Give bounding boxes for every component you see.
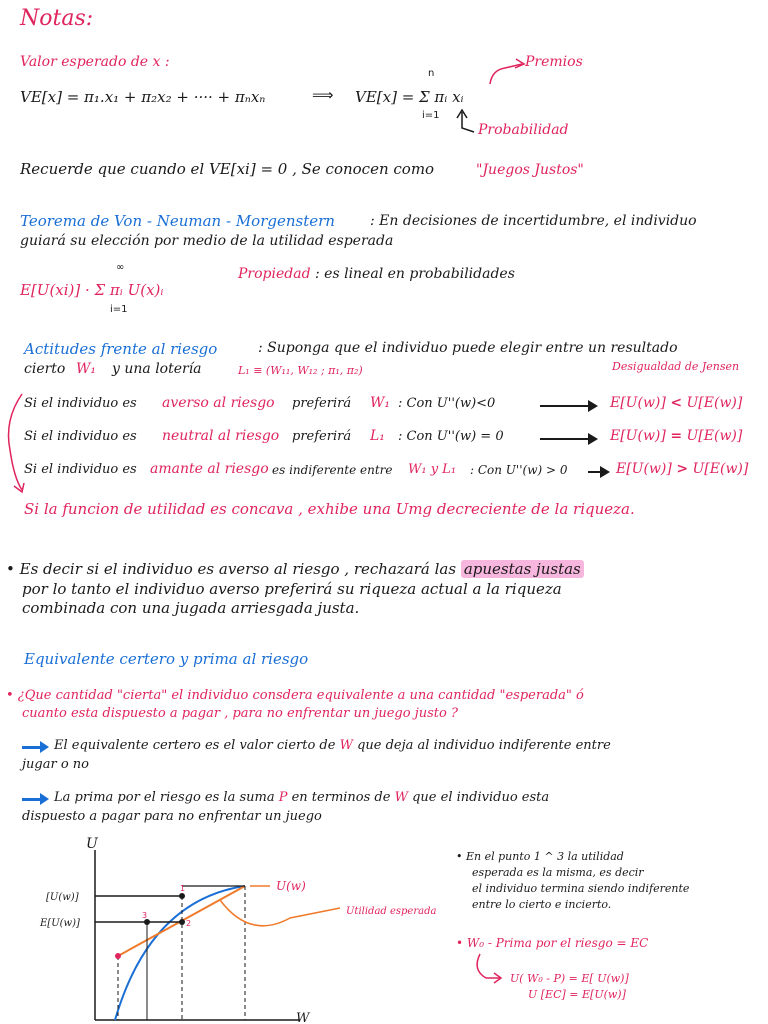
row-3-prefix: Si el individuo es [24, 462, 137, 477]
row-2-arrow [540, 438, 590, 440]
row-2-choice: L₁ [370, 428, 385, 444]
premio-label: Premios [525, 54, 583, 70]
def-1-arrow [22, 746, 42, 749]
utility-graph [0, 830, 460, 1024]
def-1-arrow-head [40, 741, 49, 753]
risk-attitudes-text-2a: cierto [24, 361, 66, 377]
fair-games-text: Recuerde que cuando el VE[xi] = 0 , Se conocen como [20, 160, 435, 178]
row-1-verb: preferirá [292, 396, 352, 411]
fair-games-quote: "Juegos Justos" [476, 162, 584, 178]
expected-value-formula: VE[x] = π₁.x₁ + π₂x₂ + ···· + πₙxₙ [20, 88, 266, 106]
row-1-arrow-head [588, 400, 598, 412]
side-note-eq-2: U [EC] = E[U(w)] [528, 988, 626, 1001]
certainty-question-2: cuanto esta dispuesto a pagar , para no enfrentar un juego justo ? [22, 706, 458, 721]
row-3-arrow-head [600, 466, 610, 478]
vnm-text-2: guiará su elección por medio de la utilidad esperada [20, 233, 394, 249]
row-2-condition: : Con U''(w) = 0 [398, 429, 504, 444]
point-low [115, 953, 121, 959]
point-2-label: 2 [186, 919, 192, 928]
line-label-pointer [220, 900, 340, 926]
point-3-label: 3 [142, 911, 148, 920]
risk-attitudes-text-2b: y una lotería [112, 361, 202, 377]
tick-utility: [U(w)] [46, 892, 79, 903]
line-label: Utilidad esperada [346, 906, 437, 917]
vnm-heading: Teorema de Von - Neuman - Morgenstern [20, 212, 335, 230]
def-1-continuation: jugar o no [22, 757, 89, 772]
row-1-result: E[U(w)] < U[E(w)] [610, 395, 743, 411]
lottery-definition: L₁ ≡ (W₁₁, W₁₂ ; π₁, π₂) [238, 364, 363, 377]
averse-line-2: por lo tanto el individuo averso preferirá su riqueza actual a la riqueza [22, 580, 562, 598]
row-3-condition: : Con U''(w) > 0 [470, 463, 568, 477]
def-2-arrow-head [40, 793, 49, 805]
row-3-result: E[U(w)] > U[E(w)] [616, 461, 749, 477]
point-1 [179, 893, 185, 899]
side-note-1-line-4: entre lo cierto e incierto. [472, 898, 612, 911]
row-3-attitude: amante al riesgo [150, 461, 269, 477]
implies-symbol: ⟹ [312, 86, 334, 104]
row-2-prefix: Si el individuo es [24, 429, 137, 444]
vnm-text-1: : En decisiones de incertidumbre, el individuo [370, 213, 697, 229]
row-2-result: E[U(w)] = U[E(w)] [610, 428, 743, 444]
row-1-choice: W₁ [370, 395, 391, 411]
jensen-label: Desigualdad de Jensen [612, 360, 740, 373]
side-note-1-line-3: el individuo termina siendo indiferente [472, 882, 690, 895]
expected-value-summation: VE[x] = Σ πᵢ xᵢ [355, 88, 464, 106]
vnm-formula: E[U(xi)] · Σ πᵢ U(x)ᵢ [20, 281, 164, 299]
side-note-1-line-1: • En el punto 1 ^ 3 la utilidad [456, 850, 624, 863]
side-note-1-line-2: esperada es la misma, es decir [472, 866, 644, 879]
risk-attitudes-heading: Actitudes frente al riesgo [24, 340, 218, 358]
expected-value-annotations [0, 0, 768, 150]
page-title: Notas: [20, 6, 94, 31]
row-1-attitude: averso al riesgo [162, 395, 275, 411]
averse-line-3: combinada con una jugada arriesgada justa. [22, 599, 360, 617]
row-1-arrow [540, 405, 590, 407]
side-note-eq-1: U( W₀ - P) = E[ U(w)] [510, 972, 629, 985]
sum-upper-limit: n [428, 68, 435, 79]
def-2-text: La prima por el riesgo es la suma P en terminos de W que el individuo esta [54, 790, 550, 805]
vnm-sum-lower: i=1 [110, 304, 128, 315]
curve-label: U(w) [276, 879, 306, 893]
certain-outcome-w1: W₁ [76, 361, 97, 377]
row-1-prefix: Si el individuo es [24, 396, 137, 411]
risk-attitudes-text-1: : Suponga que el individuo puede elegir entre un resultado [258, 340, 678, 356]
row-3-verb: es indiferente entre [272, 463, 393, 477]
row-2-verb: preferirá [292, 429, 352, 444]
probabilidad-label: Probabilidad [478, 122, 569, 138]
point-1-label: 1 [180, 884, 186, 893]
concave-note: Si la funcion de utilidad es concava , exhibe una Umg decreciente de la riqueza. [24, 500, 635, 518]
certainty-heading: Equivalente certero y prima al riesgo [24, 650, 309, 668]
side-note-arrow [470, 950, 510, 990]
row-3-choice: W₁ y L₁ [408, 462, 457, 477]
x-axis-label: W [296, 1011, 310, 1024]
property-text: : es lineal en probabilidades [315, 266, 515, 282]
vnm-sum-upper: ∞ [116, 262, 125, 273]
sum-lower-limit: i=1 [422, 110, 440, 121]
def-2-arrow [22, 798, 42, 801]
point-2 [179, 919, 185, 925]
property-label: Propiedad [238, 266, 311, 282]
tick-expected-utility: E[U(w)] [40, 918, 80, 929]
expected-value-heading: Valor esperado de x : [20, 54, 170, 70]
row-1-condition: : Con U''(w)<0 [398, 396, 496, 411]
certainty-question-1: • ¿Que cantidad "cierta" el individuo consdera equivalente a una cantidad "esperada" ó [6, 688, 584, 703]
row-2-attitude: neutral al riesgo [162, 428, 280, 444]
side-note-2: • W₀ - Prima por el riesgo = EC [456, 936, 649, 950]
def-1-text: El equivalente certero es el valor cierto de W que deja al individuo indiferente entre [54, 738, 611, 753]
row-2-arrow-head [588, 433, 598, 445]
bracket-arrow [0, 380, 40, 500]
highlight-apuestas-justas: apuestas justas [461, 560, 584, 578]
averse-line-1: • Es decir si el individuo es averso al riesgo , rechazará las apuestas justas [6, 560, 584, 578]
y-axis-label: U [86, 836, 98, 852]
def-2-continuation: dispuesto a pagar para no enfrentar un juego [22, 809, 322, 824]
